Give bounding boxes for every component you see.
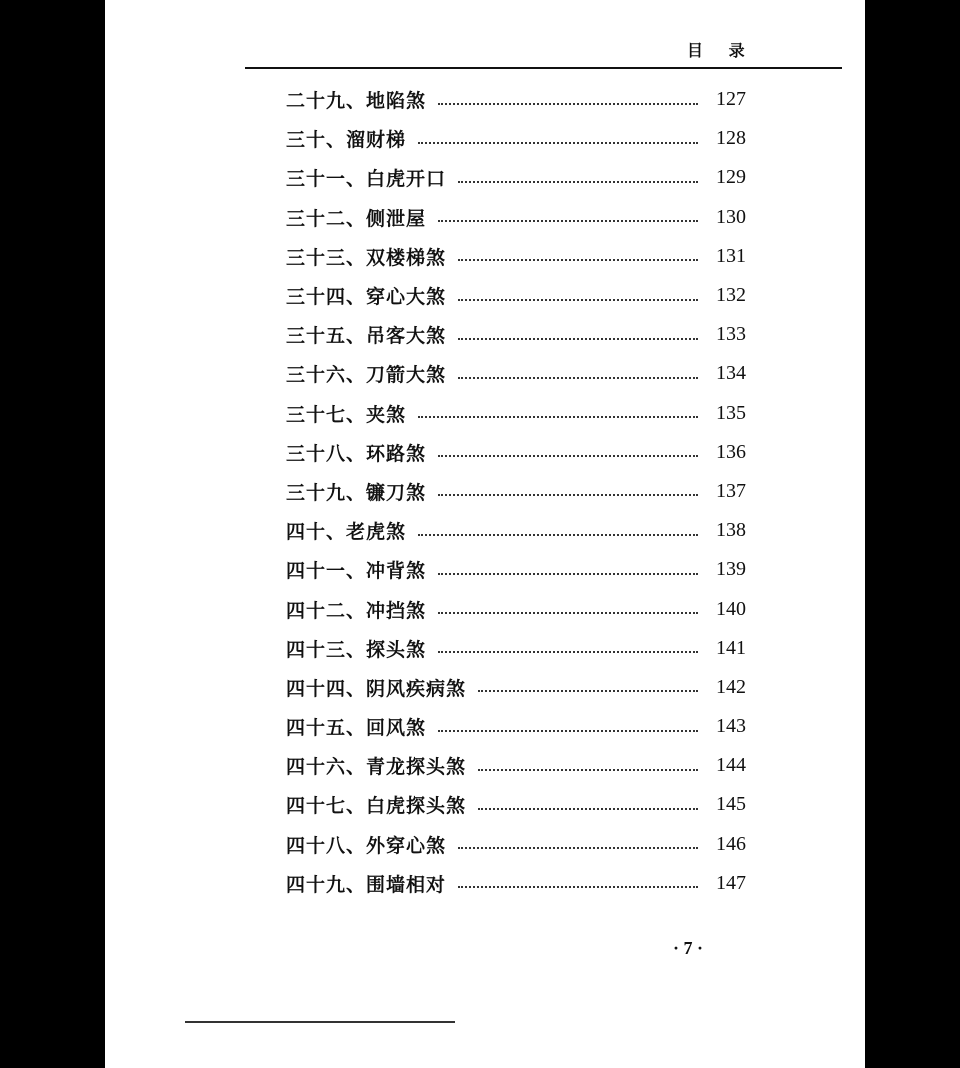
toc-entry-title: 二十九、地陷煞 <box>286 90 427 113</box>
toc-entry <box>286 472 746 511</box>
toc-entry-page: 142 <box>716 675 746 698</box>
toc-entry-title: 三十三、双楼梯煞 <box>286 246 447 269</box>
dot-leader <box>458 181 698 183</box>
toc-entry-page: 134 <box>716 362 746 385</box>
dot-leader <box>478 769 698 771</box>
toc-entry <box>286 198 746 237</box>
toc-entry-title: 四十七、白虎探头煞 <box>286 795 467 818</box>
toc-entry-page: 128 <box>716 127 746 150</box>
toc-entry-title: 三十二、侧泄屋 <box>286 207 427 230</box>
toc-entry <box>286 707 746 746</box>
document-page <box>105 0 865 1068</box>
toc-entry-title: 四十三、探头煞 <box>286 638 427 661</box>
toc-entry-page: 135 <box>716 401 746 424</box>
toc-entry-page: 136 <box>716 440 746 463</box>
toc-entry-page: 137 <box>716 479 746 502</box>
toc-entry-page: 139 <box>716 558 746 581</box>
toc-entry-title: 三十、溜财梯 <box>286 129 407 152</box>
dot-leader <box>458 338 698 340</box>
toc-entry-title: 四十二、冲挡煞 <box>286 599 427 622</box>
running-header-title: 目 录 <box>687 41 755 60</box>
toc-entry <box>286 237 746 276</box>
toc-entry-page: 143 <box>716 715 746 738</box>
toc-entry-title: 四十八、外穿心煞 <box>286 834 447 857</box>
toc-entry <box>286 80 746 119</box>
toc-entry-page: 133 <box>716 323 746 346</box>
toc-entry-title: 三十一、白虎开口 <box>286 168 447 191</box>
footer-rule <box>185 1021 455 1023</box>
dot-leader <box>458 259 698 261</box>
toc-entry <box>286 785 746 824</box>
dot-leader <box>438 455 698 457</box>
dot-leader <box>418 534 698 536</box>
toc-entry <box>286 394 746 433</box>
toc-entry-title: 三十八、环路煞 <box>286 442 427 465</box>
toc-entry-page: 147 <box>716 871 746 894</box>
toc-entry-title: 三十六、刀箭大煞 <box>286 364 447 387</box>
table-of-contents <box>286 80 746 903</box>
toc-entry-title: 四十五、回风煞 <box>286 717 427 740</box>
toc-entry-title: 四十、老虎煞 <box>286 521 407 544</box>
toc-entry-page: 132 <box>716 284 746 307</box>
toc-entry <box>286 433 746 472</box>
toc-entry-page: 129 <box>716 166 746 189</box>
toc-entry <box>286 746 746 785</box>
toc-entry-page: 138 <box>716 519 746 542</box>
dot-leader <box>438 573 698 575</box>
toc-entry-page: 127 <box>716 88 746 111</box>
toc-entry-title: 三十四、穿心大煞 <box>286 286 447 309</box>
toc-entry <box>286 825 746 864</box>
toc-entry <box>286 119 746 158</box>
toc-entry <box>286 668 746 707</box>
toc-entry-page: 130 <box>716 205 746 228</box>
header-rule <box>245 67 842 69</box>
dot-leader <box>438 612 698 614</box>
page-number: · 7 · <box>673 938 704 958</box>
toc-entry-title: 三十五、吊客大煞 <box>286 325 447 348</box>
toc-entry <box>286 354 746 393</box>
dot-leader <box>418 142 698 144</box>
dot-leader <box>418 416 698 418</box>
toc-entry <box>286 550 746 589</box>
toc-entry-title: 四十一、冲背煞 <box>286 560 427 583</box>
toc-entry-page: 146 <box>716 832 746 855</box>
dot-leader <box>478 808 698 810</box>
toc-entry-title: 四十九、围墙相对 <box>286 873 447 896</box>
toc-entry-title: 四十六、青龙探头煞 <box>286 756 467 779</box>
toc-entry <box>286 315 746 354</box>
dot-leader <box>438 494 698 496</box>
toc-entry <box>286 511 746 550</box>
dot-leader <box>458 847 698 849</box>
dot-leader <box>438 220 698 222</box>
toc-entry <box>286 276 746 315</box>
dot-leader <box>438 103 698 105</box>
toc-entry-page: 141 <box>716 636 746 659</box>
toc-entry-title: 三十七、夹煞 <box>286 403 407 426</box>
toc-entry <box>286 864 746 903</box>
toc-entry-page: 140 <box>716 597 746 620</box>
toc-entry-title: 四十四、阴风疾病煞 <box>286 677 467 700</box>
toc-entry-title: 三十九、镰刀煞 <box>286 481 427 504</box>
dot-leader <box>458 377 698 379</box>
dot-leader <box>458 299 698 301</box>
dot-leader <box>438 651 698 653</box>
toc-entry-page: 144 <box>716 754 746 777</box>
toc-entry <box>286 629 746 668</box>
toc-entry-page: 145 <box>716 793 746 816</box>
toc-entry <box>286 589 746 628</box>
dot-leader <box>458 886 698 888</box>
dot-leader <box>478 690 698 692</box>
toc-entry-page: 131 <box>716 244 746 267</box>
dot-leader <box>438 730 698 732</box>
toc-entry <box>286 158 746 197</box>
